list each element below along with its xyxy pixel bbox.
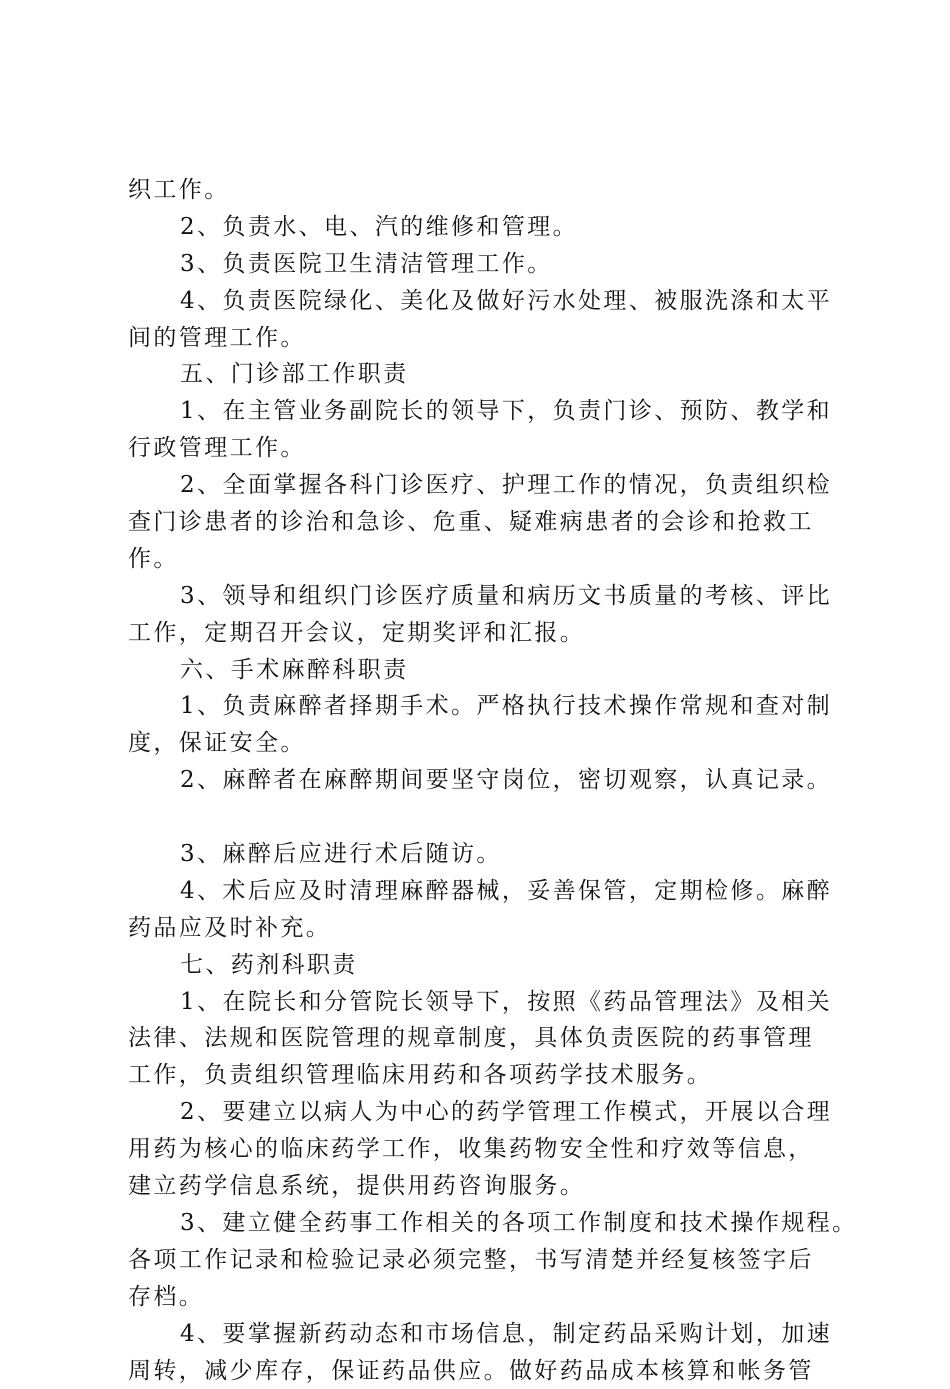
text-line: 七、药剂科职责 xyxy=(128,947,834,984)
text-line: 六、手术麻醉科职责 xyxy=(128,652,834,689)
text-line: 存档。 xyxy=(128,1279,834,1316)
text-line: 3、领导和组织门诊医疗质量和病历文书质量的考核、评比 xyxy=(128,578,834,615)
text-line: 3、建立健全药事工作相关的各项工作制度和技术操作规程。 xyxy=(128,1205,834,1242)
text-line: 查门诊患者的诊治和急诊、危重、疑难病患者的会诊和抢救工 xyxy=(128,504,834,541)
text-line: 行政管理工作。 xyxy=(128,430,834,467)
text-line: 1、负责麻醉者择期手术。严格执行技术操作常规和查对制 xyxy=(128,688,834,725)
text-line: 作。 xyxy=(128,541,834,578)
text-line: 2、麻醉者在麻醉期间要坚守岗位，密切观察，认真记录。 xyxy=(128,762,834,799)
text-line: 4、负责医院绿化、美化及做好污水处理、被服洗涤和太平 xyxy=(128,283,834,320)
text-line: 法律、法规和医院管理的规章制度，具体负责医院的药事管理 xyxy=(128,1020,834,1057)
text-line: 1、在主管业务副院长的领导下，负责门诊、预防、教学和 xyxy=(128,393,834,430)
text-line: 周转，减少库存，保证药品供应。做好药品成本核算和帐务管 xyxy=(128,1353,834,1389)
text-line: 4、要掌握新药动态和市场信息，制定药品采购计划，加速 xyxy=(128,1316,834,1353)
text-line: 工作，定期召开会议，定期奖评和汇报。 xyxy=(128,615,834,652)
text-line: 间的管理工作。 xyxy=(128,320,834,357)
text-line: 五、门诊部工作职责 xyxy=(128,356,834,393)
text-line: 2、要建立以病人为中心的药学管理工作模式，开展以合理 xyxy=(128,1094,834,1131)
text-line: 工作，负责组织管理临床用药和各项药学技术服务。 xyxy=(128,1057,834,1094)
text-line: 1、在院长和分管院长领导下，按照《药品管理法》及相关 xyxy=(128,984,834,1021)
text-line: 4、术后应及时清理麻醉器械，妥善保管，定期检修。麻醉 xyxy=(128,873,834,910)
text-line: 2、负责水、电、汽的维修和管理。 xyxy=(128,209,834,246)
text-line: 3、负责医院卫生清洁管理工作。 xyxy=(128,246,834,283)
blank-line xyxy=(128,799,834,836)
text-line: 各项工作记录和检验记录必须完整，书写清楚并经复核签字后 xyxy=(128,1242,834,1279)
text-line: 2、全面掌握各科门诊医疗、护理工作的情况，负责组织检 xyxy=(128,467,834,504)
text-line: 度，保证安全。 xyxy=(128,725,834,762)
text-line: 药品应及时补充。 xyxy=(128,910,834,947)
text-line: 建立药学信息系统，提供用药咨询服务。 xyxy=(128,1168,834,1205)
text-line: 用药为核心的临床药学工作，收集药物安全性和疗效等信息， xyxy=(128,1131,834,1168)
document-body xyxy=(128,172,834,1389)
text-line: 3、麻醉后应进行术后随访。 xyxy=(128,836,834,873)
text-line: 织工作。 xyxy=(128,172,834,209)
